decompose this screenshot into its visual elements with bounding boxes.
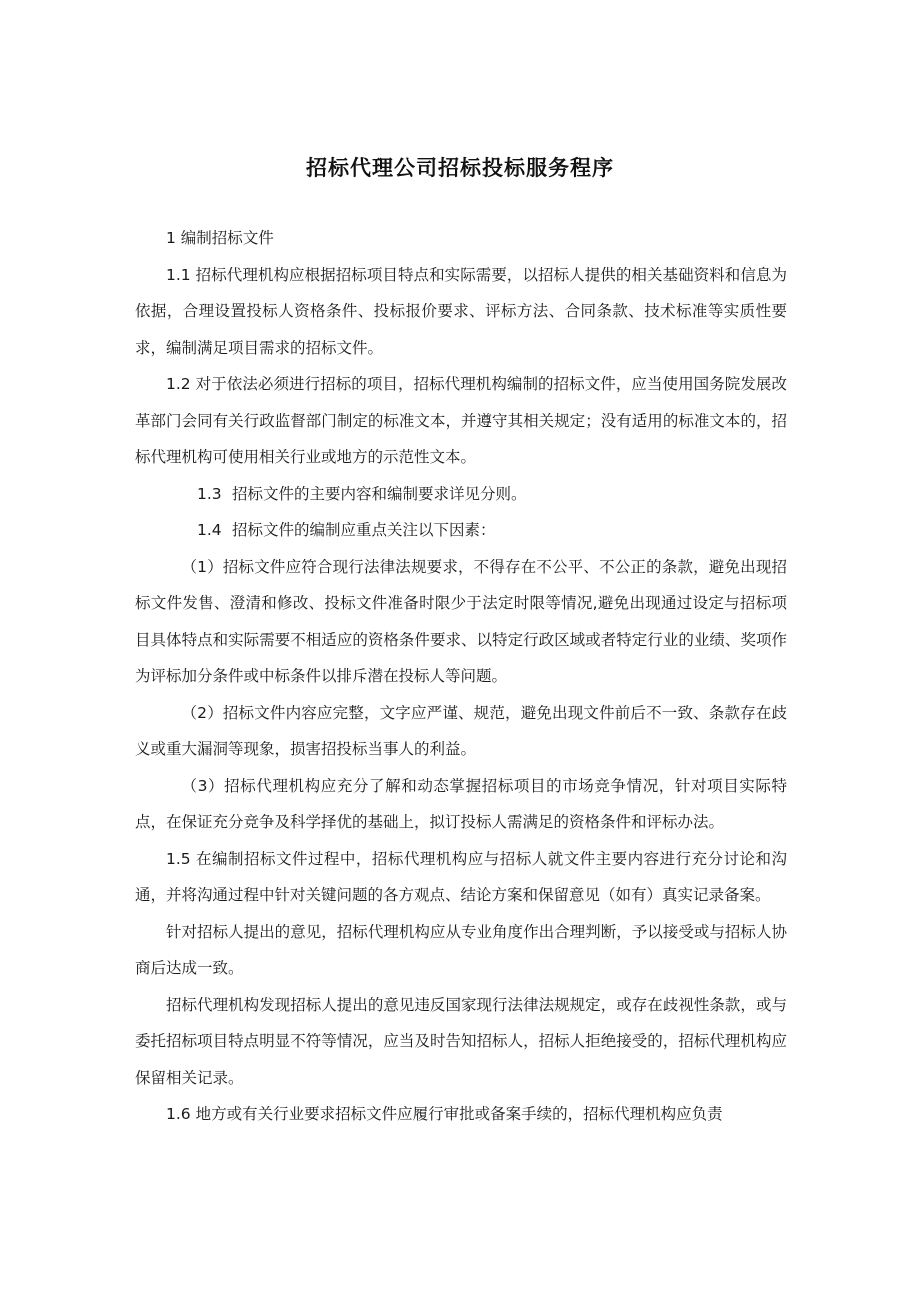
document-body: [135, 220, 787, 1133]
paragraph-1-1: 1.1 招标代理机构应根据招标项目特点和实际需要，以招标人提供的相关基础资料和信息为依据，合理设置投标人资格条件、投标报价要求、评标方法、合同条款、技术标准等实质性要求，编制满足项目需求的招标文件。: [135, 265, 787, 357]
paragraph-1-2: 1.2 对于依法必须进行招标的项目，招标代理机构编制的招标文件，应当使用国务院发展改革部门会同有关行政监督部门制定的标准文本，并遵守其相关规定；没有适用的标准文本的，招标代理机构可使用相关行业或地方的示范性文本。: [135, 375, 787, 466]
list-item-2: （2）招标文件内容应完整，文字应严谨、规范，避免出现文件前后不一致、条款存在歧义或重大漏洞等现象，损害招投标当事人的利益。: [135, 703, 787, 758]
paragraph-1-4: [135, 512, 787, 549]
paragraph-1-5: 1.5 在编制招标文件过程中，招标代理机构应与招标人就文件主要内容进行充分讨论和沟通，并将沟通过程中针对关键问题的各方观点、结论方案和保留意见（如有）真实记录备案。: [135, 849, 787, 904]
paragraph-violation: 招标代理机构发现招标人提出的意见违反国家现行法律法规规定，或存在歧视性条款，或与委托招标项目特点明显不符等情况，应当及时告知招标人，招标人拒绝接受的，招标代理机构应保留相关记录。: [135, 995, 787, 1087]
paragraph-opinion: 针对招标人提出的意见，招标代理机构应从专业角度作出合理判断，予以接受或与招标人协商后达成一致。: [135, 922, 787, 977]
list-item-1: （1）招标文件应符合现行法律法规要求，不得存在不公平、不公正的条款，避免出现招标文件发售、澄清和修改、投标文件准备时限少于法定时限等情况,避免出现通过设定与招标项目具体特点和实际需要不相适应的资格条件要求、以特定行政区域或者特定行业的业绩、奖项作为评标加分条件或中标条件以排斥潜在投标人等问题。: [135, 557, 787, 685]
clause-number: 1.4: [197, 521, 222, 539]
clause-number: 1.3: [197, 484, 222, 503]
paragraph-1-6: 1.6 地方或有关行业要求招标文件应履行审批或备案手续的，招标代理机构应负责: [166, 1105, 723, 1123]
section-heading: 1 编制招标文件: [166, 229, 274, 247]
clause-text: 招标文件的编制应重点关注以下因素：: [232, 521, 496, 539]
clause-text: 招标文件的主要内容和编制要求详见分则。: [232, 484, 527, 503]
paragraph-1-3: [135, 476, 787, 513]
document-title: 招标代理公司招标投标服务程序: [306, 156, 614, 180]
list-item-3: （3）招标代理机构应充分了解和动态掌握招标项目的市场竞争情况，针对项目实际特点，在保证充分竞争及科学择优的基础上，拟订投标人需满足的资格条件和评标办法。: [135, 776, 787, 831]
